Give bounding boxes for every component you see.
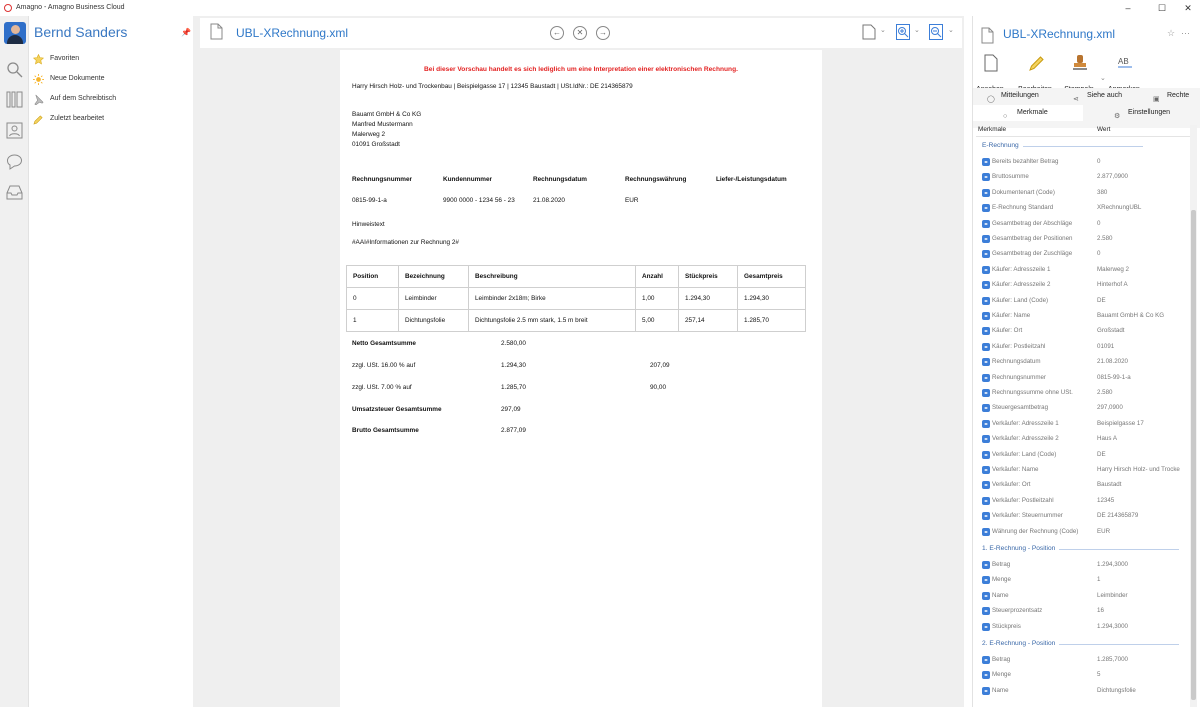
- property-value: Hinterhof A: [1097, 281, 1128, 289]
- address-line: Bauamt GmbH & Co KG: [352, 111, 422, 118]
- page-icon[interactable]: [862, 24, 876, 40]
- property-value: 0815-99-1-a: [1097, 373, 1131, 381]
- close-window-button[interactable]: ✕: [1184, 3, 1192, 13]
- field-type-icon: ◂▸: [983, 374, 988, 380]
- star-icon: [33, 54, 44, 65]
- meta-value: 0815-99-1-a: [352, 197, 387, 204]
- sender-line: Harry Hirsch Holz- und Trockenbau | Beispielgasse 17 | 12345 Baustadt | USt.IdNr.: DE 214365879: [352, 83, 633, 90]
- properties-list: [976, 125, 1190, 707]
- property-name: Gesamtbetrag der Positionen: [992, 235, 1073, 242]
- property-name: Name: [992, 591, 1009, 599]
- property-row[interactable]: [976, 200, 1190, 215]
- nav-item-label: Zuletzt bearbeitet: [50, 115, 105, 122]
- table-cell: 1.285,70: [738, 310, 806, 332]
- property-value: Leimbinder: [1097, 591, 1128, 599]
- property-value: 21.08.2020: [1097, 358, 1128, 366]
- nav-item-label: Neue Dokumente: [50, 75, 105, 82]
- property-value: 16: [1097, 607, 1104, 615]
- field-type-icon: ◂▸: [983, 562, 988, 567]
- svg-text:AB: AB: [1118, 57, 1129, 66]
- property-name: Käufer: Land (Code): [992, 296, 1049, 304]
- property-name: Betrag: [992, 656, 1011, 663]
- property-row[interactable]: [976, 277, 1190, 292]
- property-row[interactable]: [976, 308, 1190, 323]
- zoom-out-icon[interactable]: [929, 24, 943, 40]
- tab-siehe-auch[interactable]: [1073, 88, 1133, 104]
- property-row[interactable]: [976, 652, 1190, 667]
- field-type-icon: ◂▸: [983, 497, 988, 503]
- properties-header: [976, 125, 1190, 137]
- field-type-icon: ◂▸: [983, 577, 988, 583]
- file-icon: [981, 27, 994, 44]
- total-label: zzgl. USt. 7.00 % auf: [352, 384, 412, 391]
- property-name: Rechnungsnummer: [992, 373, 1046, 381]
- tab-label: Mitteilungen: [1001, 92, 1039, 99]
- field-type-icon: ◂▸: [983, 436, 988, 442]
- table-row: [347, 310, 806, 332]
- zoom-in-icon[interactable]: [896, 24, 910, 40]
- property-row[interactable]: [976, 524, 1190, 539]
- avatar[interactable]: [4, 22, 26, 44]
- field-type-icon: ◂▸: [983, 467, 988, 472]
- property-row[interactable]: [976, 619, 1190, 634]
- maximize-button[interactable]: ☐: [1157, 3, 1167, 13]
- address-line: 01091 Großstadt: [352, 141, 400, 148]
- line-items-table: [346, 265, 806, 332]
- star-outline-icon[interactable]: ☆: [1167, 28, 1176, 38]
- property-value: 1: [1097, 576, 1101, 584]
- property-name: Käufer: Name: [992, 312, 1031, 319]
- property-row[interactable]: [976, 667, 1190, 682]
- property-name: Gesamtbetrag der Zuschläge: [992, 250, 1073, 258]
- property-row[interactable]: [976, 557, 1190, 572]
- property-value: 2.580: [1097, 389, 1113, 396]
- property-name: Verkäufer: Adresszeile 2: [992, 435, 1059, 443]
- address-line: Manfred Mustermann: [352, 121, 413, 128]
- table-header: Beschreibung: [469, 266, 636, 288]
- field-type-icon: ◂▸: [983, 513, 988, 519]
- property-name: Steuerprozentsatz: [992, 607, 1043, 615]
- tax-amount: 207,09: [650, 362, 670, 369]
- property-row[interactable]: [976, 339, 1190, 354]
- table-cell: 1,00: [636, 288, 679, 310]
- table-cell: 1.294,30: [738, 288, 806, 310]
- property-value: Großstadt: [1097, 327, 1125, 335]
- property-value: Beispielgasse 17: [1097, 419, 1144, 427]
- property-row[interactable]: [976, 447, 1190, 462]
- meta-value: 9900 0000 - 1234 56 - 23: [443, 197, 515, 204]
- property-name: Käufer: Postleitzahl: [992, 342, 1046, 350]
- property-name: Bereits bezahlter Betrag: [992, 158, 1059, 165]
- table-header: Gesamtpreis: [738, 266, 806, 288]
- navigation-panel: [29, 16, 193, 707]
- property-name: Name: [992, 686, 1009, 694]
- property-row[interactable]: [976, 354, 1190, 369]
- table-cell: 1: [347, 310, 399, 332]
- property-value: Bauamt GmbH & Co KG: [1097, 312, 1165, 319]
- property-name: Menge: [992, 671, 1011, 679]
- tab-mitteilungen[interactable]: [987, 88, 1059, 104]
- hint-label: Hinweistext: [352, 221, 385, 228]
- property-name: Verkäufer: Postleitzahl: [992, 496, 1054, 504]
- address-line: Malerweg 2: [352, 131, 386, 138]
- property-row[interactable]: [976, 572, 1190, 587]
- tax-amount: 90,00: [650, 384, 666, 391]
- nav-item-neue-dokumente[interactable]: [33, 70, 189, 88]
- field-type-icon: ◂▸: [983, 405, 988, 411]
- property-row[interactable]: [976, 431, 1190, 446]
- meta-header: Liefer-/Leistungsdatum: [716, 176, 787, 183]
- total-value: 2.877,09: [501, 427, 526, 434]
- icon-rail: [0, 16, 29, 707]
- tab-label: Merkmale: [1017, 109, 1048, 116]
- field-type-icon: ◂▸: [983, 220, 988, 226]
- property-name: Bruttosumme: [992, 173, 1029, 181]
- field-type-icon: ◂▸: [983, 266, 988, 272]
- tab-label: Einstellungen: [1128, 109, 1171, 116]
- property-row[interactable]: [976, 385, 1190, 400]
- window-titlebar: [0, 0, 1200, 16]
- library-icon[interactable]: [6, 91, 23, 108]
- field-type-icon: ◂▸: [983, 657, 988, 662]
- column-header: Merkmale: [978, 126, 1007, 133]
- search-icon: ○: [1003, 113, 1008, 120]
- panel-title: UBL-XRechnung.xml: [1003, 27, 1116, 41]
- pencil-icon: [1028, 54, 1044, 72]
- field-type-icon: ◂▸: [983, 174, 988, 180]
- image-icon: ▣: [1153, 96, 1160, 103]
- document-toolbar: [200, 18, 962, 48]
- chevron-down-icon[interactable]: ⌄: [948, 27, 954, 34]
- property-value: 0: [1097, 250, 1101, 258]
- share-icon: ⋖: [1073, 96, 1079, 103]
- nav-item-schreibtisch[interactable]: [33, 90, 189, 108]
- tab-label: Siehe auch: [1087, 92, 1123, 99]
- total-label: zzgl. USt. 16.00 % auf: [352, 362, 416, 369]
- field-type-icon: ◂▸: [983, 482, 988, 488]
- field-type-icon: ◂▸: [983, 623, 988, 629]
- property-row[interactable]: [976, 462, 1190, 477]
- property-name: Stückpreis: [992, 622, 1021, 630]
- meta-value: EUR: [625, 197, 639, 204]
- gear-icon: ⚙: [1114, 113, 1121, 120]
- contacts-icon[interactable]: [6, 122, 23, 139]
- property-row[interactable]: [976, 185, 1190, 200]
- minimize-button[interactable]: –: [1125, 3, 1131, 13]
- user-name[interactable]: Bernd Sanders: [34, 24, 128, 40]
- table-header: Bezeichnung: [399, 266, 469, 288]
- property-value: XRechnungUBL: [1097, 204, 1142, 212]
- field-type-icon: ◂▸: [983, 451, 988, 457]
- table-cell: 257,14: [679, 310, 738, 332]
- document-icon: [983, 54, 999, 72]
- property-row[interactable]: [976, 323, 1190, 338]
- table-cell: 5,00: [636, 310, 679, 332]
- property-value: 1.294,3000: [1097, 622, 1128, 630]
- property-group-header[interactable]: E-Rechnung: [982, 142, 1019, 149]
- property-name: Verkäufer: Steuernummer: [992, 512, 1063, 520]
- property-value: DE: [1097, 296, 1106, 304]
- property-row[interactable]: [976, 477, 1190, 492]
- field-type-icon: ◂▸: [983, 343, 988, 349]
- property-value: 380: [1097, 188, 1108, 196]
- property-row[interactable]: [976, 400, 1190, 415]
- property-name: Verkäufer: Adresszeile 1: [992, 419, 1059, 427]
- field-type-icon: ◂▸: [983, 297, 988, 303]
- panel-tabs: [973, 88, 1200, 128]
- property-value: DE 214365879: [1097, 512, 1139, 520]
- total-value: 1.294,30: [501, 362, 526, 369]
- property-row[interactable]: [976, 603, 1190, 618]
- property-value: 01091: [1097, 342, 1115, 350]
- total-value: 2.580,00: [501, 340, 526, 347]
- property-value: Malerweg 2: [1097, 265, 1129, 273]
- property-row[interactable]: [976, 588, 1190, 603]
- meta-value: 21.08.2020: [533, 197, 565, 204]
- property-value: 0: [1097, 219, 1101, 227]
- table-cell: 0: [347, 288, 399, 310]
- more-icon[interactable]: ⋯: [1181, 28, 1190, 38]
- property-value: 12345: [1097, 496, 1115, 504]
- property-value: 2.580: [1097, 235, 1113, 242]
- nav-item-favoriten[interactable]: [33, 50, 189, 68]
- total-value: 1.285,70: [501, 384, 526, 391]
- table-cell: Dichtungsfolie 2.5 mm stark, 1.5 m breit: [469, 310, 636, 332]
- table-cell: Leimbinder: [399, 288, 469, 310]
- chevron-down-icon[interactable]: ⌄: [914, 27, 920, 34]
- preview-warning: Bei dieser Vorschau handelt es sich lediglich um eine Interpretation einer elektronischen Rechnung.: [424, 66, 738, 73]
- field-type-icon: ◂▸: [983, 608, 988, 614]
- total-label: Netto Gesamtsumme: [352, 340, 416, 347]
- property-value: 297,0900: [1097, 404, 1123, 412]
- property-row[interactable]: [976, 154, 1190, 169]
- property-name: Verkäufer: Ort: [992, 481, 1031, 489]
- property-row[interactable]: [976, 293, 1190, 308]
- meta-header: Rechnungsnummer: [352, 176, 413, 183]
- field-type-icon: ◂▸: [983, 328, 988, 334]
- property-group-header[interactable]: 2. E-Rechnung - Position: [982, 640, 1056, 647]
- column-header: Wert: [1097, 126, 1111, 133]
- field-type-icon: ◂▸: [983, 236, 988, 241]
- window-title: Amagno - Amagno Business Cloud: [16, 4, 125, 11]
- pin-icon: [33, 94, 44, 105]
- property-value: Haus A: [1097, 435, 1117, 443]
- property-row[interactable]: [976, 169, 1190, 184]
- property-name: Käufer: Adresszeile 2: [992, 281, 1051, 289]
- search-icon[interactable]: [6, 61, 23, 78]
- property-row[interactable]: [976, 416, 1190, 431]
- document-title: UBL-XRechnung.xml: [236, 26, 349, 40]
- property-name: Verkäufer: Name: [992, 466, 1039, 473]
- property-value: 0: [1097, 158, 1101, 165]
- property-value: 1.285,7000: [1097, 656, 1128, 663]
- scrollbar[interactable]: [1190, 125, 1197, 707]
- nav-item-label: Auf dem Schreibtisch: [50, 95, 117, 102]
- chat-icon: ◯: [987, 96, 995, 103]
- scrollbar-thumb[interactable]: [1191, 210, 1196, 700]
- property-value: Harry Hirsch Holz- und Trocke: [1097, 466, 1180, 473]
- field-type-icon: ◂▸: [983, 390, 988, 395]
- property-row[interactable]: [976, 246, 1190, 261]
- table-header: Anzahl: [636, 266, 679, 288]
- field-type-icon: ◂▸: [983, 592, 988, 598]
- inbox-icon[interactable]: [6, 184, 23, 201]
- property-name: E-Rechnung Standard: [992, 204, 1054, 212]
- total-label: Umsatzsteuer Gesamtsumme: [352, 406, 442, 413]
- field-type-icon: ◂▸: [983, 528, 988, 534]
- property-name: Menge: [992, 576, 1011, 584]
- tab-einstellungen[interactable]: [1114, 105, 1200, 121]
- stamp-icon: [1072, 54, 1088, 72]
- property-value: Dichtungsfolie: [1097, 686, 1136, 694]
- property-name: Betrag: [992, 561, 1011, 568]
- property-name: Rechnungsdatum: [992, 358, 1041, 366]
- property-group-header[interactable]: 1. E-Rechnung - Position: [982, 545, 1056, 552]
- total-label: Brutto Gesamtsumme: [352, 427, 419, 434]
- annotate-icon: [1117, 54, 1133, 72]
- property-row[interactable]: [976, 216, 1190, 231]
- property-row[interactable]: [976, 231, 1190, 246]
- field-type-icon: ◂▸: [983, 159, 988, 164]
- field-type-icon: ◂▸: [983, 672, 988, 678]
- property-name: Verkäufer: Land (Code): [992, 450, 1057, 458]
- chat-icon[interactable]: [6, 153, 23, 170]
- field-type-icon: ◂▸: [983, 687, 988, 693]
- property-name: Rechnungssumme ohne USt.: [992, 389, 1073, 396]
- property-row[interactable]: [976, 262, 1190, 277]
- property-value: DE: [1097, 450, 1106, 458]
- property-value: 1.294,3000: [1097, 561, 1128, 568]
- field-type-icon: ◂▸: [983, 189, 988, 195]
- nav-item-label: Favoriten: [50, 55, 80, 62]
- field-type-icon: ◂▸: [983, 251, 988, 257]
- file-icon: [210, 23, 223, 40]
- property-row[interactable]: [976, 370, 1190, 385]
- invoice-page: [340, 50, 822, 707]
- table-cell: Dichtungsfolie: [399, 310, 469, 332]
- property-row[interactable]: [976, 683, 1190, 698]
- property-name: Gesamtbetrag der Abschläge: [992, 219, 1073, 227]
- previous-button[interactable]: ←: [550, 26, 564, 40]
- table-header: Stückpreis: [679, 266, 738, 288]
- tab-rechte[interactable]: [1153, 88, 1200, 104]
- field-type-icon: ◂▸: [983, 313, 988, 318]
- total-value: 297,09: [501, 406, 521, 413]
- field-type-icon: ◂▸: [983, 205, 988, 211]
- nav-item-zuletzt[interactable]: [33, 110, 189, 128]
- property-name: Steuergesamtbetrag: [992, 404, 1049, 412]
- table-cell: Leimbinder 2x18m; Birke: [469, 288, 636, 310]
- field-type-icon: ◂▸: [983, 359, 988, 365]
- property-name: Währung der Rechnung (Code): [992, 527, 1079, 535]
- pencil-icon: [33, 114, 44, 125]
- meta-header: Kundennummer: [443, 176, 492, 183]
- app-icon: [4, 4, 12, 12]
- sun-icon: [33, 74, 44, 85]
- property-value: 5: [1097, 671, 1101, 679]
- meta-header: Rechnungsdatum: [533, 176, 587, 183]
- chevron-down-icon[interactable]: ⌄: [1100, 75, 1106, 82]
- close-preview-button[interactable]: ✕: [573, 26, 587, 40]
- pin-panel-icon[interactable]: 📌: [181, 28, 191, 37]
- field-type-icon: ◂▸: [983, 282, 988, 288]
- property-row[interactable]: [976, 493, 1190, 508]
- property-name: Käufer: Ort: [992, 327, 1023, 335]
- property-row[interactable]: [976, 508, 1190, 523]
- hint-text: #AAI#Informationen zur Rechnung 2#: [352, 239, 459, 246]
- table-cell: 1.294,30: [679, 288, 738, 310]
- table-row: [347, 288, 806, 310]
- property-name: Dokumentenart (Code): [992, 188, 1055, 196]
- tab-label: Rechte: [1167, 92, 1190, 99]
- property-value: 2.877,0900: [1097, 173, 1128, 181]
- chevron-down-icon[interactable]: ⌄: [880, 27, 886, 34]
- property-value: EUR: [1097, 527, 1111, 535]
- tab-merkmale[interactable]: [973, 105, 1083, 121]
- next-button[interactable]: →: [596, 26, 610, 40]
- property-name: Käufer: Adresszeile 1: [992, 265, 1051, 273]
- property-value: Baustadt: [1097, 481, 1122, 489]
- field-type-icon: ◂▸: [983, 420, 988, 426]
- meta-header: Rechnungswährung: [625, 176, 687, 183]
- table-header: Position: [347, 266, 399, 288]
